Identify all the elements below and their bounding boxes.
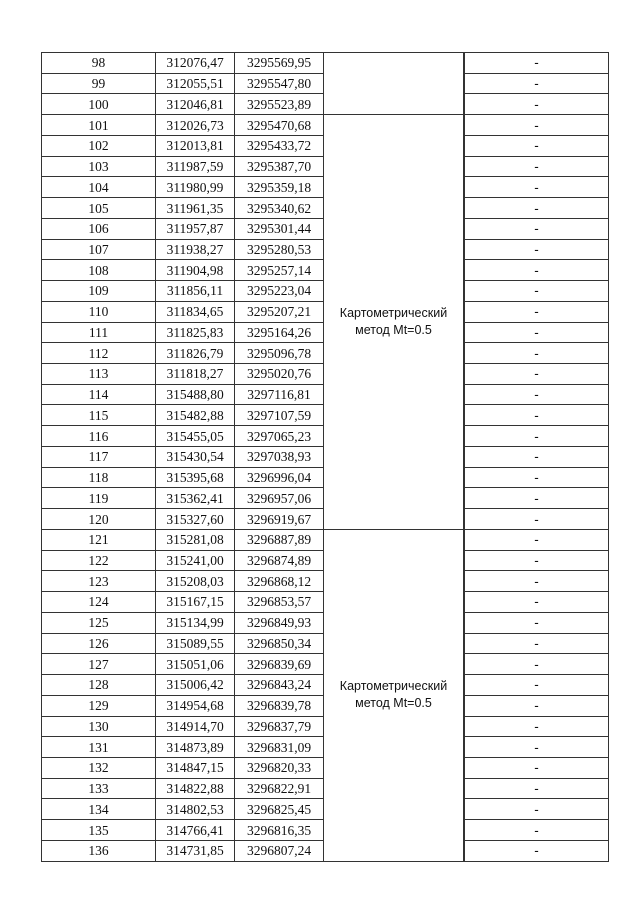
y-coordinate-cell: 3296820,33	[235, 757, 324, 778]
dash-cell: -	[465, 177, 609, 198]
x-coordinate-cell: 315051,06	[156, 654, 235, 675]
y-coordinate-cell: 3296849,93	[235, 612, 324, 633]
point-number-cell: 116	[42, 426, 156, 447]
point-number-cell: 98	[42, 53, 156, 74]
x-coordinate-cell: 315488,80	[156, 384, 235, 405]
dash-cell: -	[465, 115, 609, 136]
point-number-cell: 121	[42, 529, 156, 550]
point-number-cell: 118	[42, 467, 156, 488]
y-coordinate-cell: 3295387,70	[235, 156, 324, 177]
x-coordinate-cell: 315430,54	[156, 446, 235, 467]
method-cell: Картометрический метод Mt=0.5	[324, 115, 464, 530]
y-coordinate-cell: 3296868,12	[235, 571, 324, 592]
y-coordinate-cell: 3295096,78	[235, 343, 324, 364]
y-coordinate-cell: 3295470,68	[235, 115, 324, 136]
dash-cell: -	[465, 840, 609, 861]
x-coordinate-cell: 314873,89	[156, 737, 235, 758]
dash-cell: -	[465, 384, 609, 405]
point-number-cell: 120	[42, 509, 156, 530]
point-number-cell: 105	[42, 198, 156, 219]
point-number-cell: 124	[42, 592, 156, 613]
y-coordinate-cell: 3297107,59	[235, 405, 324, 426]
y-coordinate-cell: 3296874,89	[235, 550, 324, 571]
x-coordinate-cell: 314954,68	[156, 695, 235, 716]
x-coordinate-cell: 311818,27	[156, 364, 235, 385]
x-coordinate-cell: 315167,15	[156, 592, 235, 613]
y-coordinate-cell: 3297038,93	[235, 446, 324, 467]
dash-cell: -	[465, 446, 609, 467]
y-coordinate-cell: 3295223,04	[235, 281, 324, 302]
x-coordinate-cell: 315208,03	[156, 571, 235, 592]
y-coordinate-cell: 3296843,24	[235, 675, 324, 696]
y-coordinate-cell: 3295257,14	[235, 260, 324, 281]
y-coordinate-cell: 3295020,76	[235, 364, 324, 385]
y-coordinate-cell: 3295164,26	[235, 322, 324, 343]
x-coordinate-cell: 312055,51	[156, 73, 235, 94]
point-number-cell: 112	[42, 343, 156, 364]
y-coordinate-cell: 3296887,89	[235, 529, 324, 550]
x-coordinate-cell: 315089,55	[156, 633, 235, 654]
x-coordinate-cell: 315362,41	[156, 488, 235, 509]
point-number-cell: 113	[42, 364, 156, 385]
point-number-cell: 109	[42, 281, 156, 302]
point-number-cell: 108	[42, 260, 156, 281]
dash-cell: -	[465, 571, 609, 592]
point-number-cell: 119	[42, 488, 156, 509]
dash-cell: -	[465, 550, 609, 571]
point-number-cell: 115	[42, 405, 156, 426]
y-coordinate-cell: 3296957,06	[235, 488, 324, 509]
x-coordinate-cell: 312026,73	[156, 115, 235, 136]
dash-cell: -	[465, 467, 609, 488]
coordinates-table-body	[42, 53, 609, 862]
x-coordinate-cell: 312013,81	[156, 135, 235, 156]
point-number-cell: 123	[42, 571, 156, 592]
point-number-cell: 132	[42, 757, 156, 778]
table-row	[42, 53, 609, 74]
dash-cell: -	[465, 94, 609, 115]
y-coordinate-cell: 3296853,57	[235, 592, 324, 613]
point-number-cell: 104	[42, 177, 156, 198]
table-row	[42, 529, 609, 550]
dash-cell: -	[465, 778, 609, 799]
x-coordinate-cell: 311980,99	[156, 177, 235, 198]
dash-cell: -	[465, 73, 609, 94]
dash-cell: -	[465, 757, 609, 778]
y-coordinate-cell: 3296831,09	[235, 737, 324, 758]
x-coordinate-cell: 311961,35	[156, 198, 235, 219]
point-number-cell: 107	[42, 239, 156, 260]
x-coordinate-cell: 314822,88	[156, 778, 235, 799]
method-cell: Картометрический метод Mt=0.5	[324, 529, 464, 861]
x-coordinate-cell: 315395,68	[156, 467, 235, 488]
point-number-cell: 117	[42, 446, 156, 467]
point-number-cell: 129	[42, 695, 156, 716]
x-coordinate-cell: 311987,59	[156, 156, 235, 177]
y-coordinate-cell: 3296919,67	[235, 509, 324, 530]
dash-cell: -	[465, 239, 609, 260]
dash-cell: -	[465, 695, 609, 716]
x-coordinate-cell: 314766,41	[156, 820, 235, 841]
point-number-cell: 99	[42, 73, 156, 94]
point-number-cell: 135	[42, 820, 156, 841]
x-coordinate-cell: 315241,00	[156, 550, 235, 571]
y-coordinate-cell: 3297065,23	[235, 426, 324, 447]
dash-cell: -	[465, 820, 609, 841]
x-coordinate-cell: 311856,11	[156, 281, 235, 302]
y-coordinate-cell: 3296850,34	[235, 633, 324, 654]
y-coordinate-cell: 3296822,91	[235, 778, 324, 799]
point-number-cell: 130	[42, 716, 156, 737]
y-coordinate-cell: 3295569,95	[235, 53, 324, 74]
point-number-cell: 114	[42, 384, 156, 405]
dash-cell: -	[465, 633, 609, 654]
y-coordinate-cell: 3296837,79	[235, 716, 324, 737]
dash-cell: -	[465, 281, 609, 302]
x-coordinate-cell: 315327,60	[156, 509, 235, 530]
y-coordinate-cell: 3296996,04	[235, 467, 324, 488]
y-coordinate-cell: 3295280,53	[235, 239, 324, 260]
point-number-cell: 125	[42, 612, 156, 633]
x-coordinate-cell: 315134,99	[156, 612, 235, 633]
method-cell	[324, 53, 464, 115]
point-number-cell: 110	[42, 301, 156, 322]
dash-cell: -	[465, 405, 609, 426]
dash-cell: -	[465, 218, 609, 239]
dash-cell: -	[465, 135, 609, 156]
x-coordinate-cell: 312046,81	[156, 94, 235, 115]
x-coordinate-cell: 312076,47	[156, 53, 235, 74]
dash-cell: -	[465, 612, 609, 633]
dash-cell: -	[465, 426, 609, 447]
y-coordinate-cell: 3295433,72	[235, 135, 324, 156]
point-number-cell: 106	[42, 218, 156, 239]
y-coordinate-cell: 3296839,69	[235, 654, 324, 675]
y-coordinate-cell: 3295207,21	[235, 301, 324, 322]
dash-cell: -	[465, 529, 609, 550]
dash-cell: -	[465, 198, 609, 219]
dash-cell: -	[465, 675, 609, 696]
y-coordinate-cell: 3297116,81	[235, 384, 324, 405]
point-number-cell: 134	[42, 799, 156, 820]
dash-cell: -	[465, 592, 609, 613]
point-number-cell: 127	[42, 654, 156, 675]
point-number-cell: 111	[42, 322, 156, 343]
x-coordinate-cell: 311825,83	[156, 322, 235, 343]
x-coordinate-cell: 314914,70	[156, 716, 235, 737]
dash-cell: -	[465, 53, 609, 74]
x-coordinate-cell: 314847,15	[156, 757, 235, 778]
dash-cell: -	[465, 301, 609, 322]
point-number-cell: 128	[42, 675, 156, 696]
y-coordinate-cell: 3296816,35	[235, 820, 324, 841]
coordinates-table	[41, 52, 609, 862]
x-coordinate-cell: 315281,08	[156, 529, 235, 550]
dash-cell: -	[465, 364, 609, 385]
point-number-cell: 133	[42, 778, 156, 799]
point-number-cell: 122	[42, 550, 156, 571]
dash-cell: -	[465, 654, 609, 675]
y-coordinate-cell: 3295359,18	[235, 177, 324, 198]
point-number-cell: 102	[42, 135, 156, 156]
x-coordinate-cell: 315482,88	[156, 405, 235, 426]
y-coordinate-cell: 3296825,45	[235, 799, 324, 820]
y-coordinate-cell: 3295523,89	[235, 94, 324, 115]
x-coordinate-cell: 315455,05	[156, 426, 235, 447]
point-number-cell: 131	[42, 737, 156, 758]
dash-cell: -	[465, 799, 609, 820]
y-coordinate-cell: 3295301,44	[235, 218, 324, 239]
x-coordinate-cell: 315006,42	[156, 675, 235, 696]
x-coordinate-cell: 311957,87	[156, 218, 235, 239]
point-number-cell: 101	[42, 115, 156, 136]
point-number-cell: 103	[42, 156, 156, 177]
dash-cell: -	[465, 509, 609, 530]
point-number-cell: 126	[42, 633, 156, 654]
dash-cell: -	[465, 488, 609, 509]
dash-cell: -	[465, 716, 609, 737]
point-number-cell: 100	[42, 94, 156, 115]
y-coordinate-cell: 3295340,62	[235, 198, 324, 219]
dash-cell: -	[465, 737, 609, 758]
y-coordinate-cell: 3296839,78	[235, 695, 324, 716]
x-coordinate-cell: 314731,85	[156, 840, 235, 861]
table-row	[42, 115, 609, 136]
dash-cell: -	[465, 343, 609, 364]
x-coordinate-cell: 311904,98	[156, 260, 235, 281]
dash-cell: -	[465, 156, 609, 177]
x-coordinate-cell: 311826,79	[156, 343, 235, 364]
y-coordinate-cell: 3295547,80	[235, 73, 324, 94]
dash-cell: -	[465, 260, 609, 281]
x-coordinate-cell: 314802,53	[156, 799, 235, 820]
x-coordinate-cell: 311938,27	[156, 239, 235, 260]
x-coordinate-cell: 311834,65	[156, 301, 235, 322]
point-number-cell: 136	[42, 840, 156, 861]
dash-cell: -	[465, 322, 609, 343]
y-coordinate-cell: 3296807,24	[235, 840, 324, 861]
